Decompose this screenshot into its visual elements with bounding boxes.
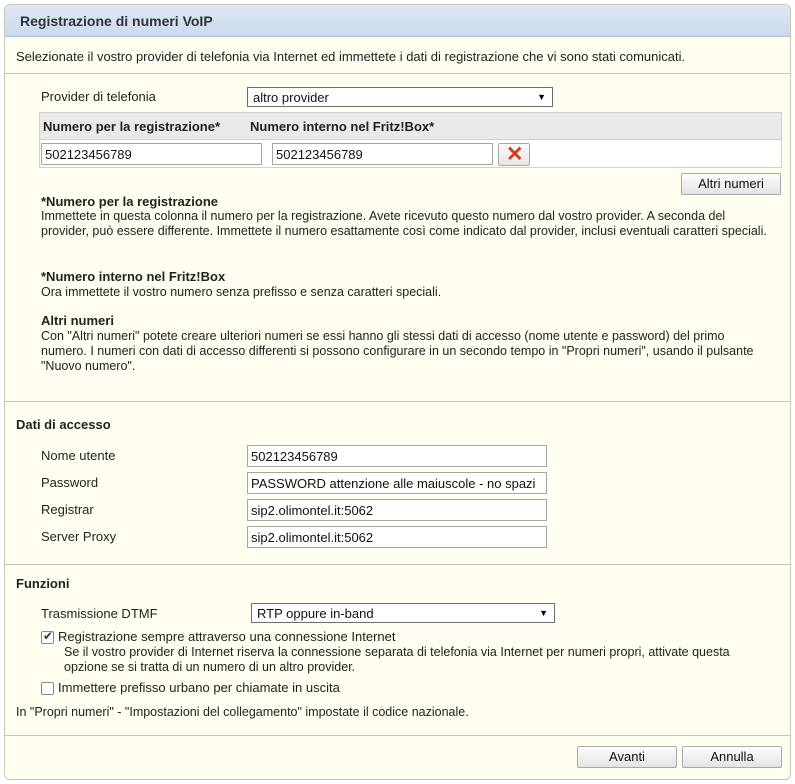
footer-bar [5,735,790,780]
registrar-input[interactable] [247,499,547,521]
next-button[interactable]: Avanti [577,746,677,768]
title-bar [5,5,790,37]
divider [5,401,790,402]
dtmf-select-value: RTP oppure in-band [257,606,374,621]
chevron-down-icon: ▼ [537,92,546,102]
prefix-label: Immettere prefisso urbano per chiamate in uscita [58,680,340,695]
column-header-internal: Numero interno nel Fritz!Box* [250,119,435,134]
more-numbers-button[interactable]: Altri numeri [681,173,781,195]
divider [5,73,790,74]
help-more-text: Con "Altri numeri" potete creare ulteriori numeri se essi hanno gli stessi dati di accesso (nome utente e password) del primo numero. I numeri con dati di accesso differenti si possono configurare in un secondo tempo in "Propri numeri", usando il pulsante "Nuovo numero". [41,329,754,373]
registrar-label: Registrar [41,502,94,517]
numbers-table [39,112,782,168]
provider-label: Provider di telefonia [41,89,156,104]
register-internet-label: Registrazione sempre attraverso una connessione Internet [58,629,396,644]
checkmark-icon: ✔ [43,629,54,643]
voip-registration-panel [4,4,791,780]
provider-select-value: altro provider [253,90,329,105]
intro-text: Selezionate il vostro provider di telefonia via Internet ed immettete i dati di registrazione che vi sono stati comunicati. [16,49,686,64]
help-more-title: Altri numeri [41,313,114,328]
username-input[interactable] [247,445,547,467]
page-title: Registrazione di numeri VoIP [20,13,213,29]
functions-section-title: Funzioni [16,576,70,591]
column-header-registration: Numero per la registrazione* [43,119,220,134]
dtmf-label: Trasmissione DTMF [41,606,158,621]
internal-number-input[interactable] [272,143,493,165]
password-input[interactable] [247,472,547,494]
password-label: Password [41,475,99,490]
divider [5,564,790,565]
numbers-table-header [40,113,781,140]
delete-row-button[interactable] [498,143,530,166]
cancel-button[interactable]: Annulla [682,746,782,768]
help-internal-title: *Numero interno nel Fritz!Box [41,269,226,284]
proxy-input[interactable] [247,526,547,548]
provider-select[interactable] [247,87,553,107]
registration-number-input[interactable] [41,143,262,165]
proxy-label: Server Proxy [41,529,117,544]
help-registration-text: Immettete in questa colonna il numero per la registrazione. Avete ricevuto questo numero dal vostro provider. A seconda del provider, può essere differente. Immettete il numero esattamente così come indicato dal provider, inclusi eventuali caratteri speciali. [41,209,767,238]
register-internet-help: Se il vostro provider di Internet riserva la connessione separata di telefonia via Internet per numeri propri, attivate questa opzione se si tratta di un numero di un altro provider. [64,645,730,674]
prefix-checkbox[interactable] [41,682,54,695]
register-internet-checkbox[interactable] [41,631,54,644]
help-internal-text: Ora immettete il vostro numero senza prefisso e senza caratteri speciali. [41,285,442,299]
country-code-note: In "Propri numeri" - "Impostazioni del collegamento" impostate il codice nazionale. [16,705,469,719]
access-section-title: Dati di accesso [16,417,111,432]
help-registration-title: *Numero per la registrazione [41,194,218,209]
username-label: Nome utente [41,448,116,463]
dtmf-select[interactable] [251,603,555,623]
chevron-down-icon: ▼ [539,608,548,618]
close-icon: ✕ [506,143,524,166]
